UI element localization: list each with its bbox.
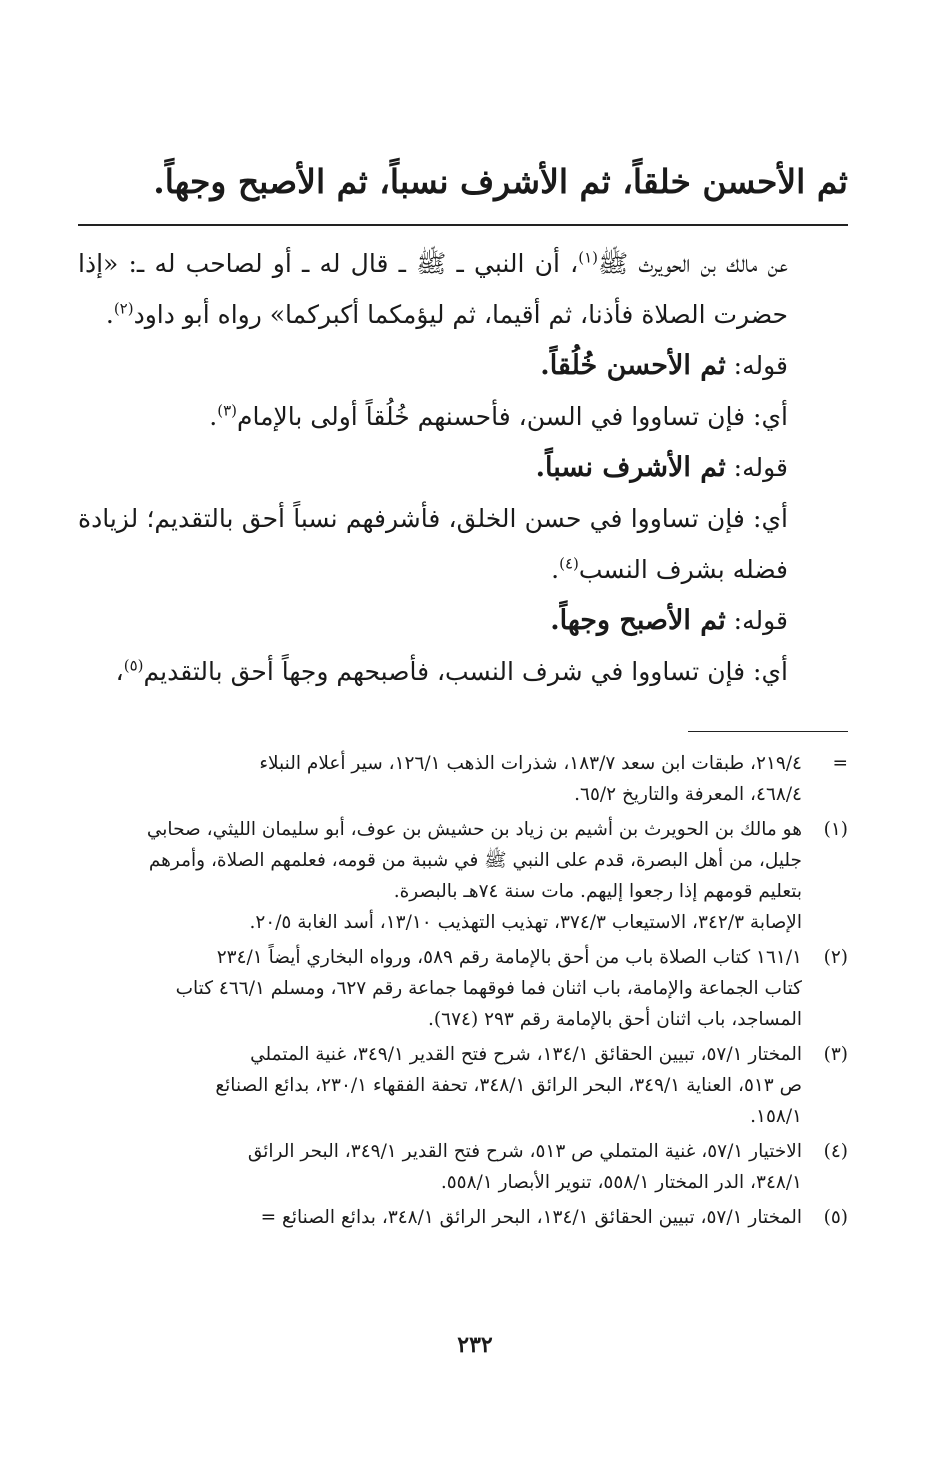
commentary-quote-2: قوله: ثم الأشرف نسباً.	[535, 452, 788, 483]
footnote-line: ٣٤٨/١، الدر المختار ٥٥٨/١، تنوير الأبصار ٥٥٨/١.	[440, 1172, 802, 1193]
page-number: ٢٣٢	[457, 1332, 493, 1358]
footnote-line: بتعليم قومهم إذا رجعوا إليهم. مات سنة ٧٤هـ بالبصرة.	[393, 881, 802, 902]
commentary-hadith: عن مالك بن الحويرث ﷺ$^{(١)}$، أن النبي ـ ﷺ ـ قال له ـ أو لصاحب له ـ: «إذا حضرت الصلاة فأذنا، ثم أقيما، ثم ليؤمكما أكبركما» رواه أبو داود$^{(٢)}$.	[78, 248, 788, 329]
footnote-item	[78, 942, 848, 1035]
footnote-line: المساجد، باب اثنان أحق بالإمامة رقم ٢٩٣ (٦٧٤).	[428, 1009, 802, 1030]
commentary-quote-1: قوله: ثم الأحسن خُلُقاً.	[540, 350, 788, 381]
commentary-explanation-2: أي: فإن تساووا في حسن الخلق، فأشرفهم نسباً أحق بالتقديم؛ لزيادة فضله بشرف النسب$^{(٤)}$.	[78, 504, 788, 584]
footnote-item	[78, 748, 848, 810]
footnote-number: (٥)	[823, 1207, 848, 1228]
footnote-line: الإصابة ٣٤٢/٣، الاستيعاب ٣٧٤/٣، تهذيب التهذيب ١٣/١٠، أسد الغابة ٢٠/٥.	[249, 912, 802, 933]
commentary	[78, 238, 848, 697]
footnote-number: =	[832, 753, 848, 774]
footnote-marker: (٥)	[123, 656, 144, 675]
footnote-number: (٣)	[823, 1044, 848, 1065]
footnote-line: جليل، من أهل البصرة، قدم على النبي ﷺ في شببة من قومه، فعلمهم الصلاة، وأمرهم	[148, 850, 802, 871]
footnote-line: ٢١٩/٤، طبقات ابن سعد ١٨٣/٧، شذرات الذهب ١٢٦/١، سير أعلام النبلاء	[259, 753, 802, 774]
footnote-line: ١٥٨/١.	[750, 1106, 802, 1127]
commentary-explanation-1: أي: فإن تساووا في السن، فأحسنهم خُلُقاً أولى بالإمام$^{(٣)}$.	[209, 401, 788, 431]
footnote-number: (٢)	[823, 947, 848, 968]
footnote-marker: (٣)	[217, 401, 238, 420]
footnote-line: ٤٦٨/٤، المعرفة والتاريخ ٦٥/٢.	[574, 784, 802, 805]
footnote-marker: (٤)	[559, 554, 579, 573]
footnote-line: المختار ٥٧/١، تبيين الحقائق ١٣٤/١، شرح فتح القدير ٣٤٩/١، غنية المتملي	[250, 1044, 802, 1065]
footnote-item	[78, 1039, 848, 1132]
footnote-number: (٤)	[823, 1141, 848, 1162]
footnote-line: كتاب الجماعة والإمامة، باب اثنان فما فوقهما جماعة رقم ٦٢٧، ومسلم ٤٦٦/١ كتاب	[175, 978, 802, 999]
matn-divider	[78, 224, 848, 226]
footnotes	[78, 748, 848, 1233]
commentary-explanation-3: أي: فإن تساووا في شرف النسب، فأصبحهم وجهاً أحق بالتقديم$^{(٥)}$،	[115, 656, 788, 686]
footnote-marker: (٢)	[113, 299, 134, 318]
page-body	[78, 150, 848, 1237]
honorific: ﷺ	[598, 249, 629, 278]
footnote-line: المختار ٥٧/١، تبيين الحقائق ١٣٤/١، البحر الرائق ٣٤٨/١، بدائع الصنائع =	[260, 1207, 802, 1228]
footnote-number: (١)	[823, 819, 848, 840]
footnote-line: الاختيار ٥٧/١، غنية المتملي ص ٥١٣، شرح فتح القدير ٣٤٩/١، البحر الرائق	[247, 1141, 802, 1162]
footnote-item	[78, 1202, 848, 1233]
footnote-item	[78, 814, 848, 938]
commentary-quote-3: قوله: ثم الأصبح وجهاً.	[550, 605, 788, 636]
footnote-line: ص ٥١٣، العناية ٣٤٩/١، البحر الرائق ٣٤٨/١، تحفة الفقهاء ٢٣٠/١، بدائع الصنائع	[215, 1075, 802, 1096]
footnote-marker: (١)	[578, 248, 599, 267]
footnote-line: ١٦١/١ كتاب الصلاة باب من أحق بالإمامة رقم ٥٨٩، ورواه البخاري أيضاً ٢٣٤/١	[216, 947, 802, 968]
matn-text: ثم الأحسن خلقاً، ثم الأشرف نسباً، ثم الأصبح وجهاً.	[153, 162, 848, 201]
footnote-divider	[688, 731, 848, 732]
footnote-item	[78, 1136, 848, 1198]
footnote-line: هو مالك بن الحويرث بن أشيم بن زياد بن حشيش بن عوف، أبو سليمان الليثي، صحابي	[146, 819, 802, 840]
